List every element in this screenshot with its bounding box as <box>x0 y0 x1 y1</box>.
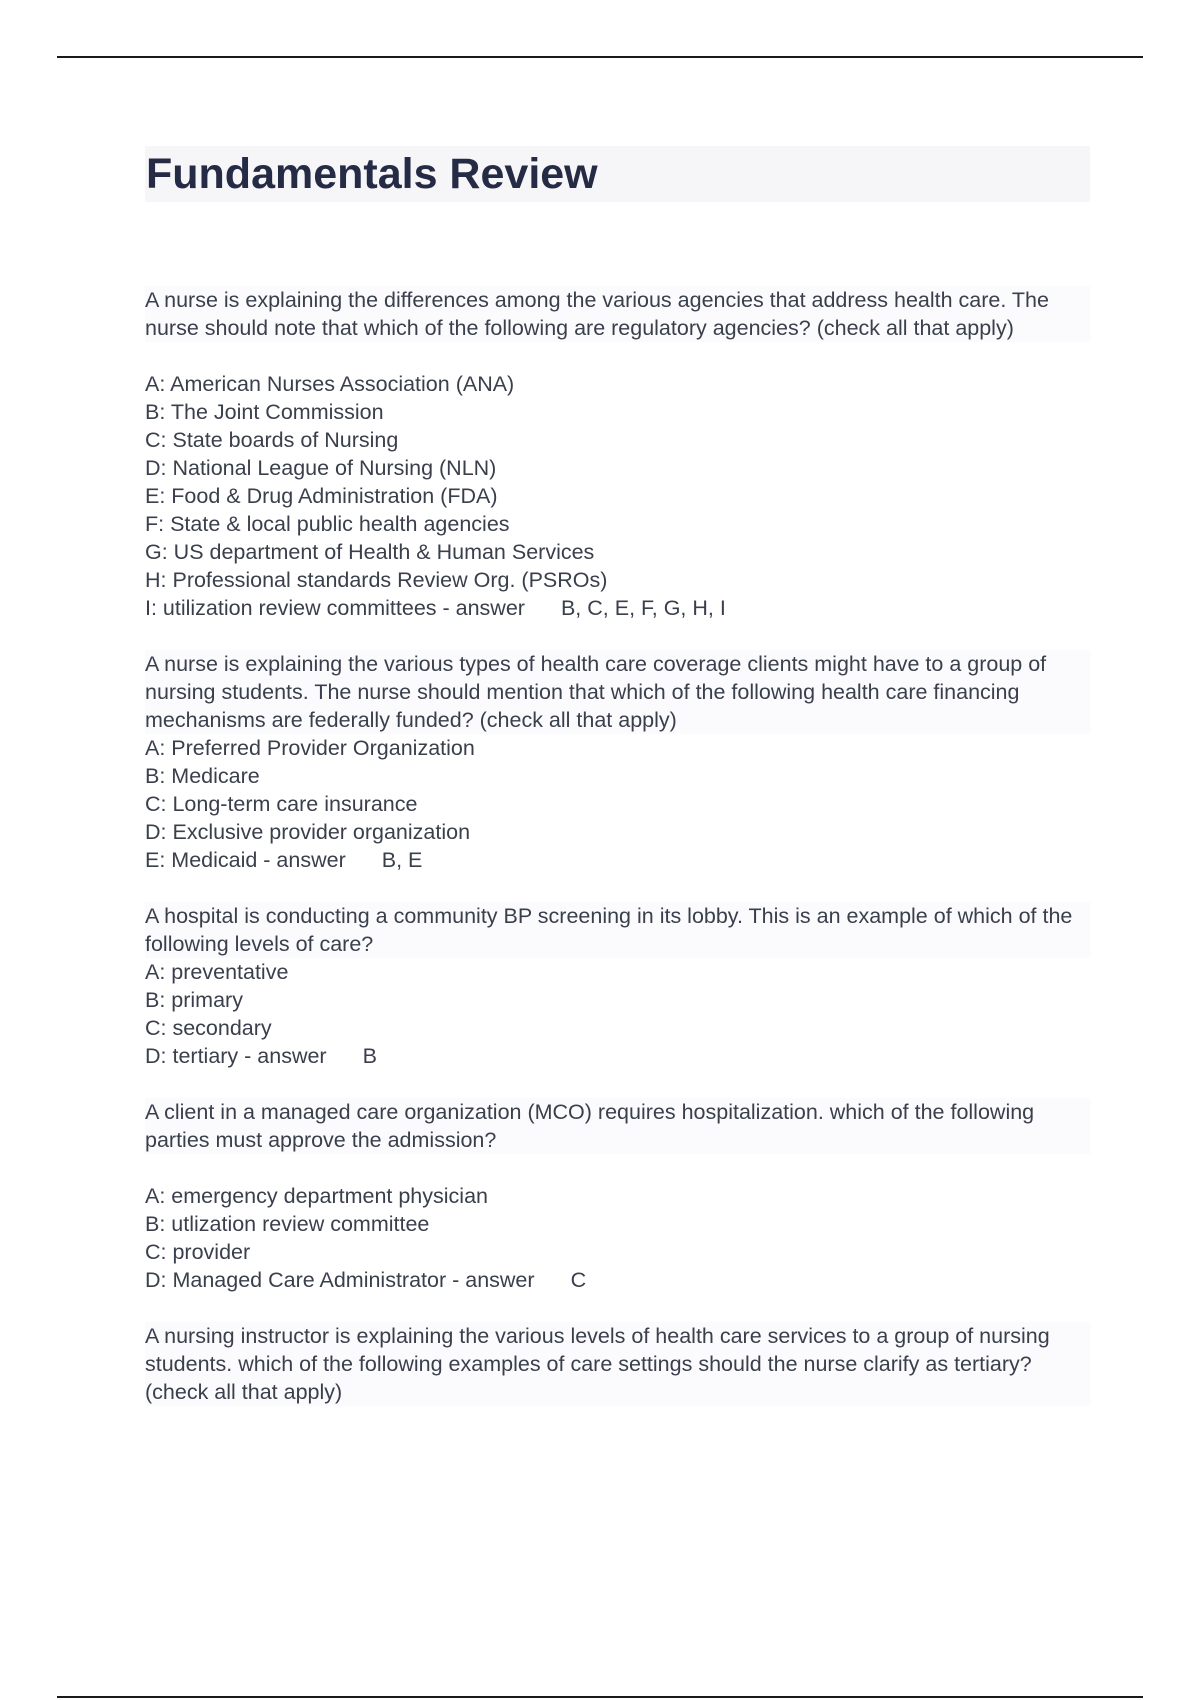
option-with-answer <box>145 846 1090 874</box>
question-2 <box>145 650 1090 874</box>
option: B: primary <box>145 988 243 1012</box>
option: D: Exclusive provider organization <box>145 820 471 844</box>
question-4 <box>145 1098 1090 1294</box>
question-3 <box>145 902 1090 1070</box>
answer-value: B, C, E, F, G, H, I <box>560 596 726 620</box>
option: D: National League of Nursing (NLN) <box>145 456 497 480</box>
option: A: emergency department physician <box>145 1184 488 1208</box>
answer-value: B <box>362 1044 377 1068</box>
option: C: State boards of Nursing <box>145 428 399 452</box>
option: E: Food & Drug Administration (FDA) <box>145 484 498 508</box>
top-divider <box>57 56 1143 58</box>
document-body <box>145 146 1090 1406</box>
question-stem: A hospital is conducting a community BP screening in its lobby. This is an example of which of the following levels of care? <box>145 902 1090 958</box>
option: B: utlization review committee <box>145 1212 430 1236</box>
question-stem: A client in a managed care organization (MCO) requires hospitalization. which of the following parties must approve the admission? <box>145 1098 1090 1154</box>
option: A: preventative <box>145 960 289 984</box>
option: C: provider <box>145 1240 251 1264</box>
question-stem: A nurse is explaining the various types of health care coverage clients might have to a group of nursing students. The nurse should mention that which of the following health care financing mechanisms are federally funded? (check all that apply) <box>145 650 1090 734</box>
option: A: Preferred Provider Organization <box>145 736 475 760</box>
option-text: D: Managed Care Administrator - answer <box>145 1268 535 1292</box>
option: A: American Nurses Association (ANA) <box>145 372 515 396</box>
option-with-answer <box>145 1266 1090 1294</box>
answer-value: C <box>570 1268 587 1292</box>
option: C: secondary <box>145 1016 272 1040</box>
option-text: I: utilization review committees - answer <box>145 596 525 620</box>
option: F: State & local public health agencies <box>145 512 510 536</box>
question-stem: A nursing instructor is explaining the various levels of health care services to a group of nursing students. which of the following examples of care settings should the nurse clarify as tertiary? (check all that apply) <box>145 1322 1090 1406</box>
option: B: The Joint Commission <box>145 400 384 424</box>
question-1 <box>145 286 1090 622</box>
option-text: D: tertiary - answer <box>145 1044 327 1068</box>
option: G: US department of Health & Human Services <box>145 540 595 564</box>
option: C: Long-term care insurance <box>145 792 418 816</box>
option: H: Professional standards Review Org. (PSROs) <box>145 568 608 592</box>
page-title: Fundamentals Review <box>145 146 1090 202</box>
option-with-answer <box>145 1042 1090 1070</box>
option: B: Medicare <box>145 764 260 788</box>
option-text: E: Medicaid - answer <box>145 848 346 872</box>
bottom-divider <box>57 1696 1143 1698</box>
answer-value: B, E <box>381 848 423 872</box>
option-with-answer <box>145 594 1090 622</box>
question-5 <box>145 1322 1090 1406</box>
question-stem: A nurse is explaining the differences among the various agencies that address health care. The nurse should note that which of the following are regulatory agencies? (check all that apply) <box>145 286 1090 342</box>
